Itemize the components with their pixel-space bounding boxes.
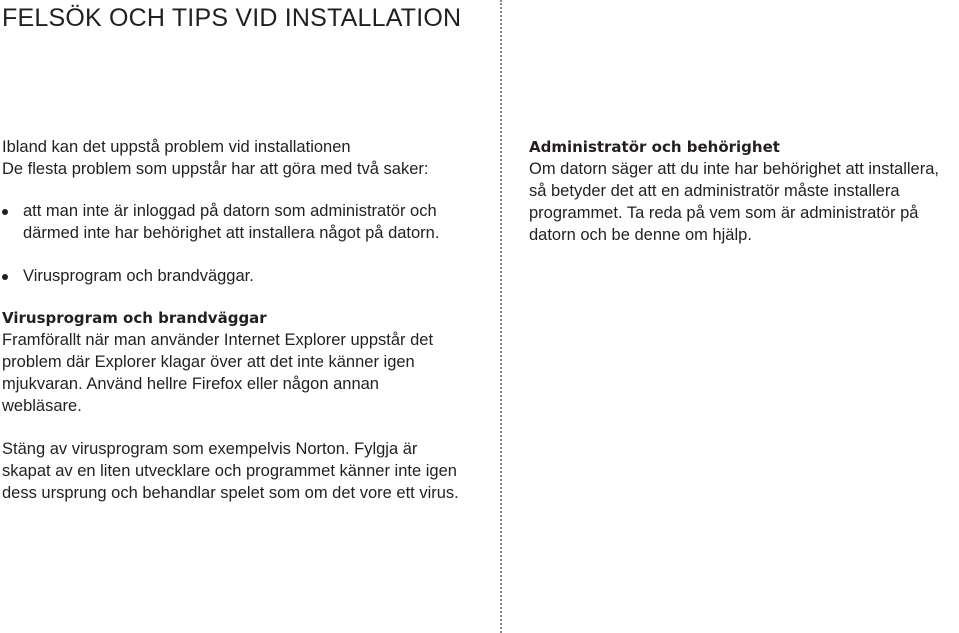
page-title: FELSÖK OCH TIPS VID INSTALLATION	[2, 4, 462, 32]
section-paragraph: Framförallt när man använder Internet Explorer uppstår det problem där Explorer klagar över att det inte känner igen mjukvaran. Använd hellre Firefox eller någon annan webläsare.	[2, 331, 434, 415]
section-paragraph: Om datorn säger att du inte har behörighet att installera, så betyder det att en administratör måste installera programmet. Ta reda på vem som är administratör på datorn och be denne om hjälp.	[529, 160, 939, 244]
intro-line-1: Ibland kan det uppstå problem vid installationen	[2, 138, 351, 156]
right-column	[529, 136, 957, 246]
intro-line-2: De flesta problem som uppstår har att göra med två saker:	[2, 160, 429, 178]
intro-text	[2, 136, 480, 180]
antivirus-paragraph: Stäng av virusprogram som exempelvis Norton. Fylgja är skapat av en liten utvecklare och programmet känner inte igen dess ursprung och behandlar spelet som om det vore ett virus.	[2, 440, 459, 502]
list-item	[2, 200, 448, 244]
list-item-text: att man inte är inloggad på datorn som administratör och därmed inte har behörighet att installera något på datorn.	[23, 202, 440, 242]
section-heading: Virusprogram och brandväggar	[2, 309, 267, 327]
left-column	[2, 136, 480, 504]
list-item	[2, 265, 480, 287]
problem-list	[2, 200, 480, 287]
bullet-icon	[2, 274, 8, 280]
section-heading: Administratör och behörighet	[529, 138, 780, 156]
admin-section	[529, 136, 957, 246]
column-divider	[500, 0, 502, 633]
list-item-text: Virusprogram och brandväggar.	[23, 267, 254, 285]
virus-section	[2, 307, 457, 417]
bullet-icon	[2, 209, 8, 215]
